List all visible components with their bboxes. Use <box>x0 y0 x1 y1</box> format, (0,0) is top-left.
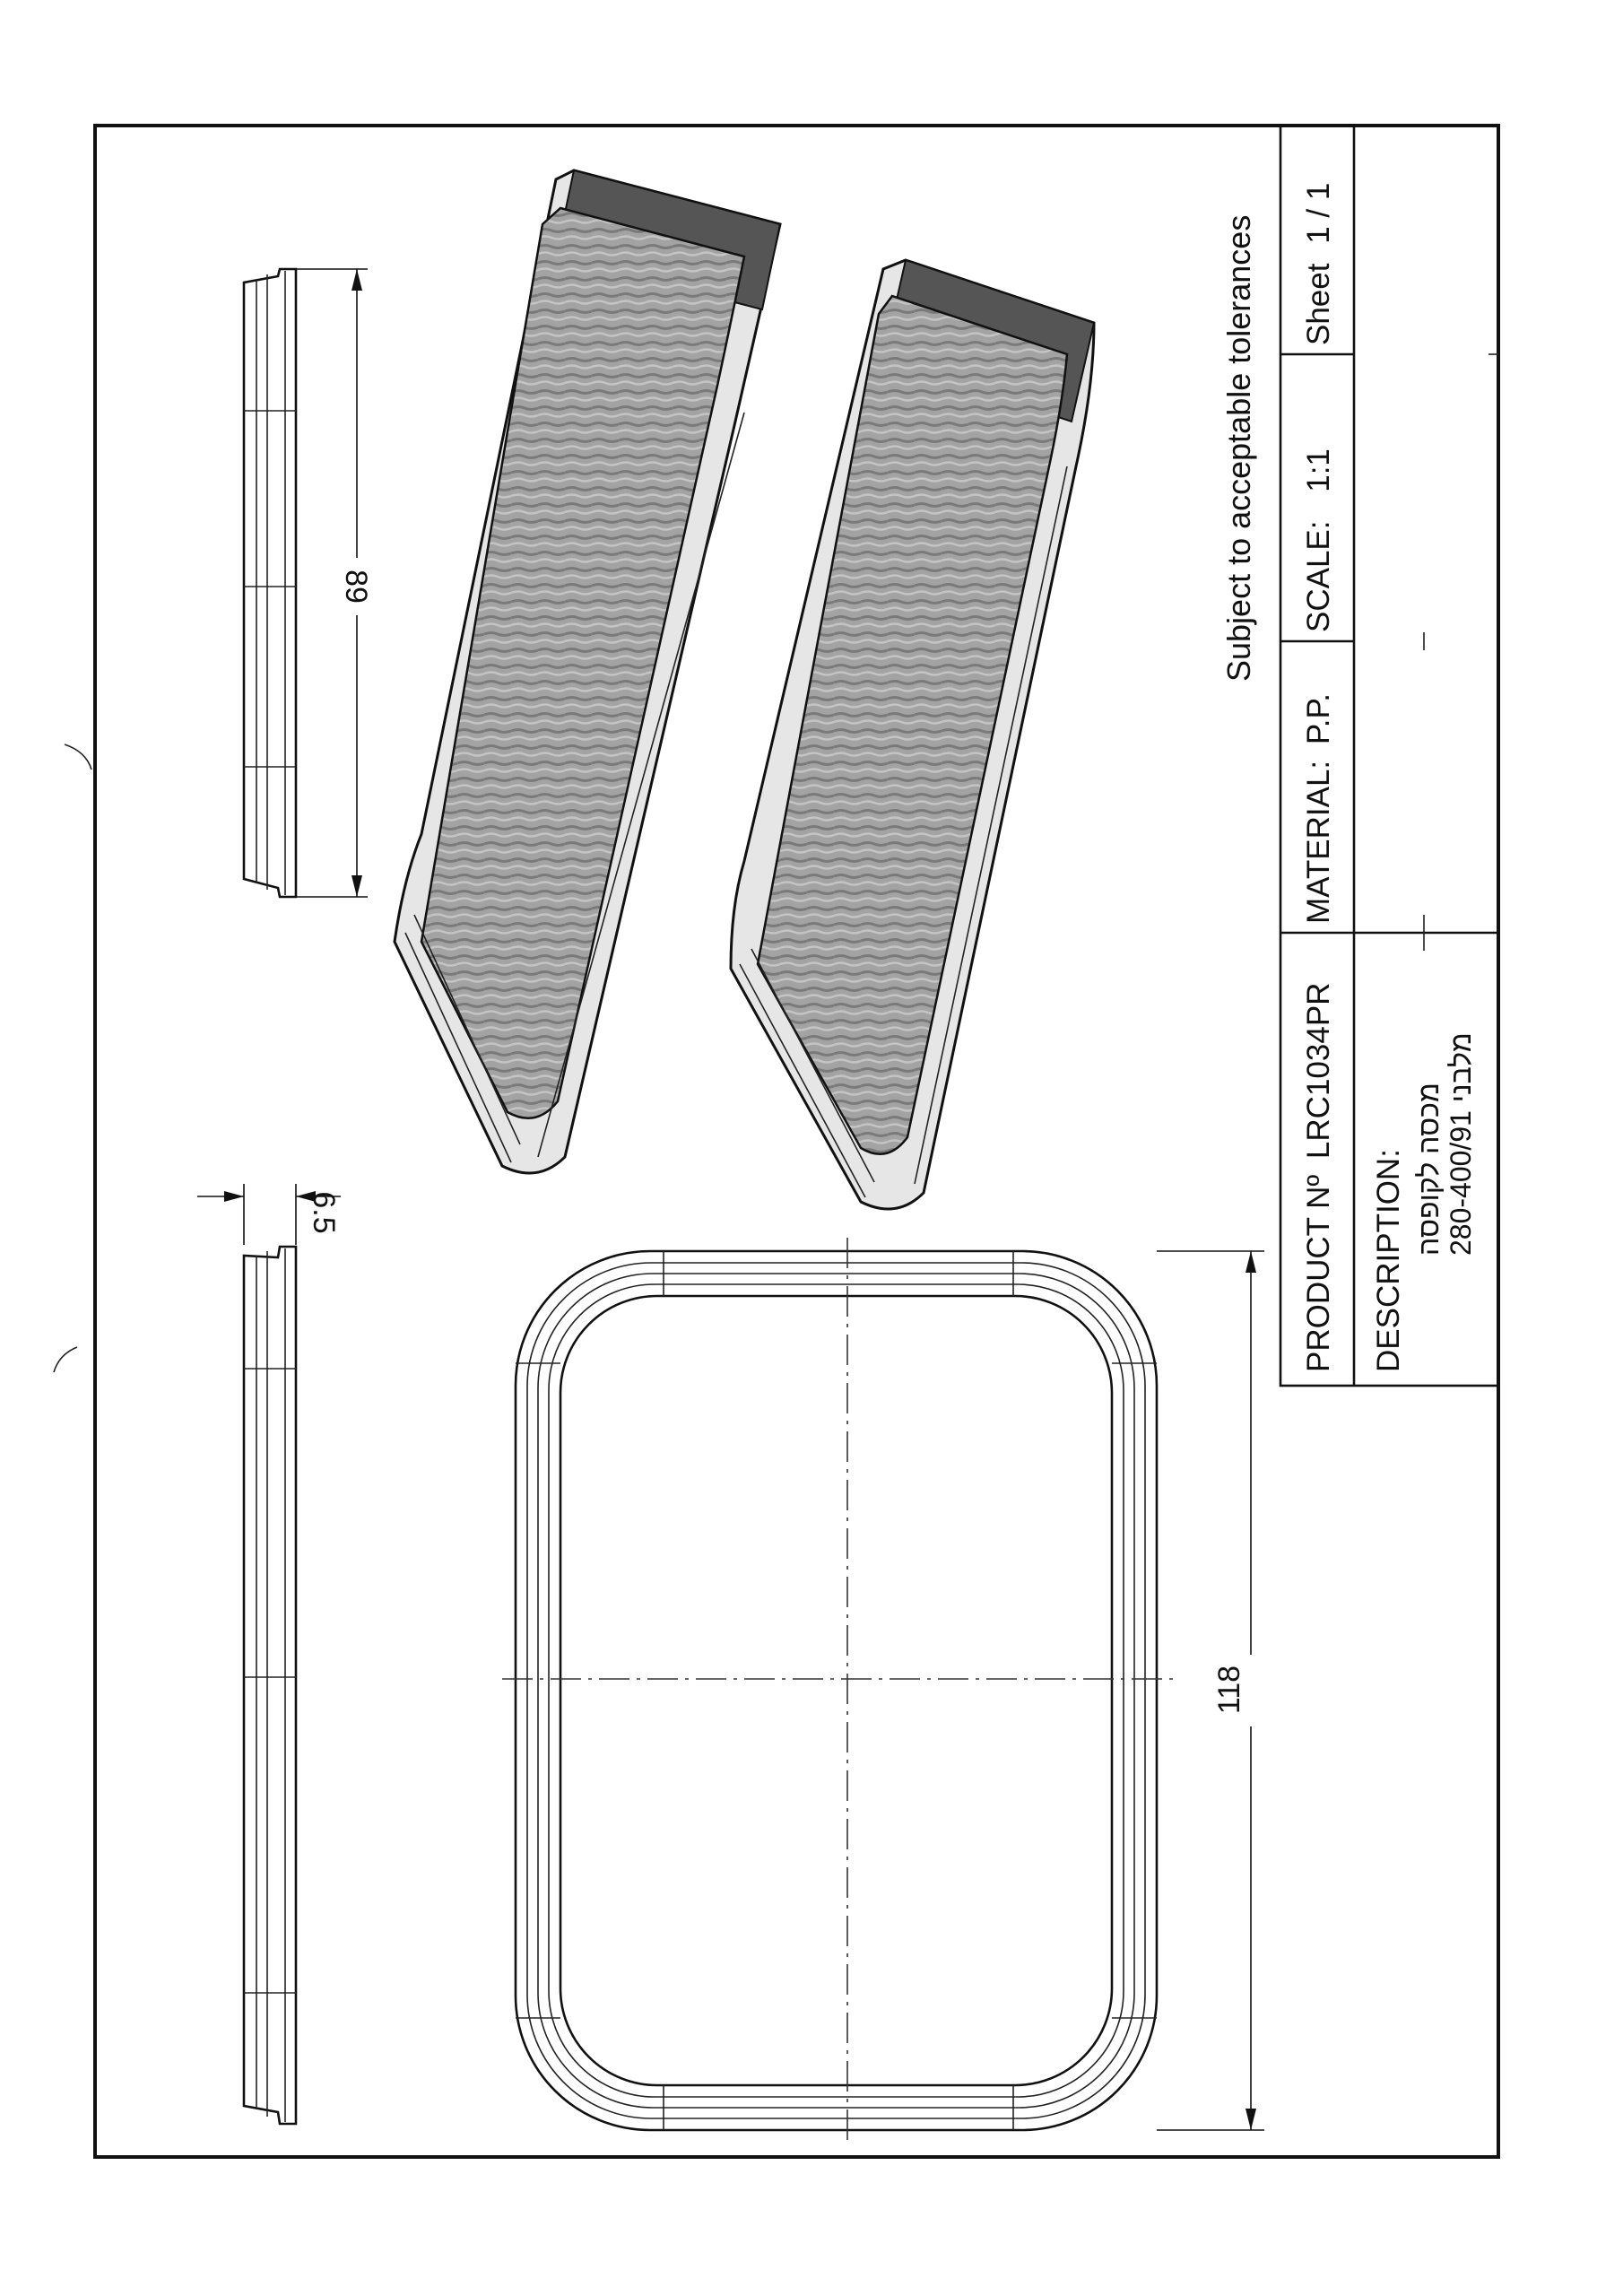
material-label: MATERIAL: <box>1301 760 1336 924</box>
svg-text:PRODUCT Nº LRC1034PR <box>1301 983 1336 1372</box>
side-view-depth <box>244 269 296 897</box>
depth-dimension <box>296 269 373 897</box>
isometric-view-top <box>395 170 780 1173</box>
product-number-value: LRC1034PR <box>1301 982 1336 1160</box>
title-block <box>1280 126 1498 1386</box>
scale-label: SCALE: <box>1301 520 1336 632</box>
length-dimension-label: 118 <box>1212 1665 1246 1715</box>
scan-mark-top <box>65 744 91 770</box>
drawing-border <box>95 126 1498 2157</box>
sheet-label: Sheet <box>1301 263 1336 345</box>
top-view-outline <box>516 1251 1157 2130</box>
side-view-length <box>244 1247 296 2124</box>
svg-text:SCALE: 1:1 <box>1301 448 1336 632</box>
scale-value: 1:1 <box>1301 448 1336 492</box>
description-line2: מלבני 280-400/91 <box>1445 1032 1477 1256</box>
height-dimension-label: 6.5 <box>307 1191 341 1234</box>
height-dimension <box>197 1184 341 1245</box>
sheet-value: 1 / 1 <box>1301 182 1336 244</box>
svg-text:Sheet 1 / 1 <box>1301 183 1336 345</box>
tolerance-note: Subject to acceptable tolerances <box>1220 214 1257 682</box>
description-line1: מכסה לקופסה <box>1412 1083 1445 1256</box>
depth-dimension-label: 89 <box>339 570 373 604</box>
length-dimension <box>1157 1251 1270 2130</box>
isometric-view-bottom <box>731 260 1094 1209</box>
svg-text:MATERIAL: P.P. <box>1301 693 1336 924</box>
description-label: DESCRIPTION: <box>1371 1149 1406 1372</box>
product-number-label: PRODUCT Nº <box>1301 1174 1336 1372</box>
scan-mark-bottom <box>54 1347 77 1372</box>
material-value: P.P. <box>1301 692 1336 745</box>
